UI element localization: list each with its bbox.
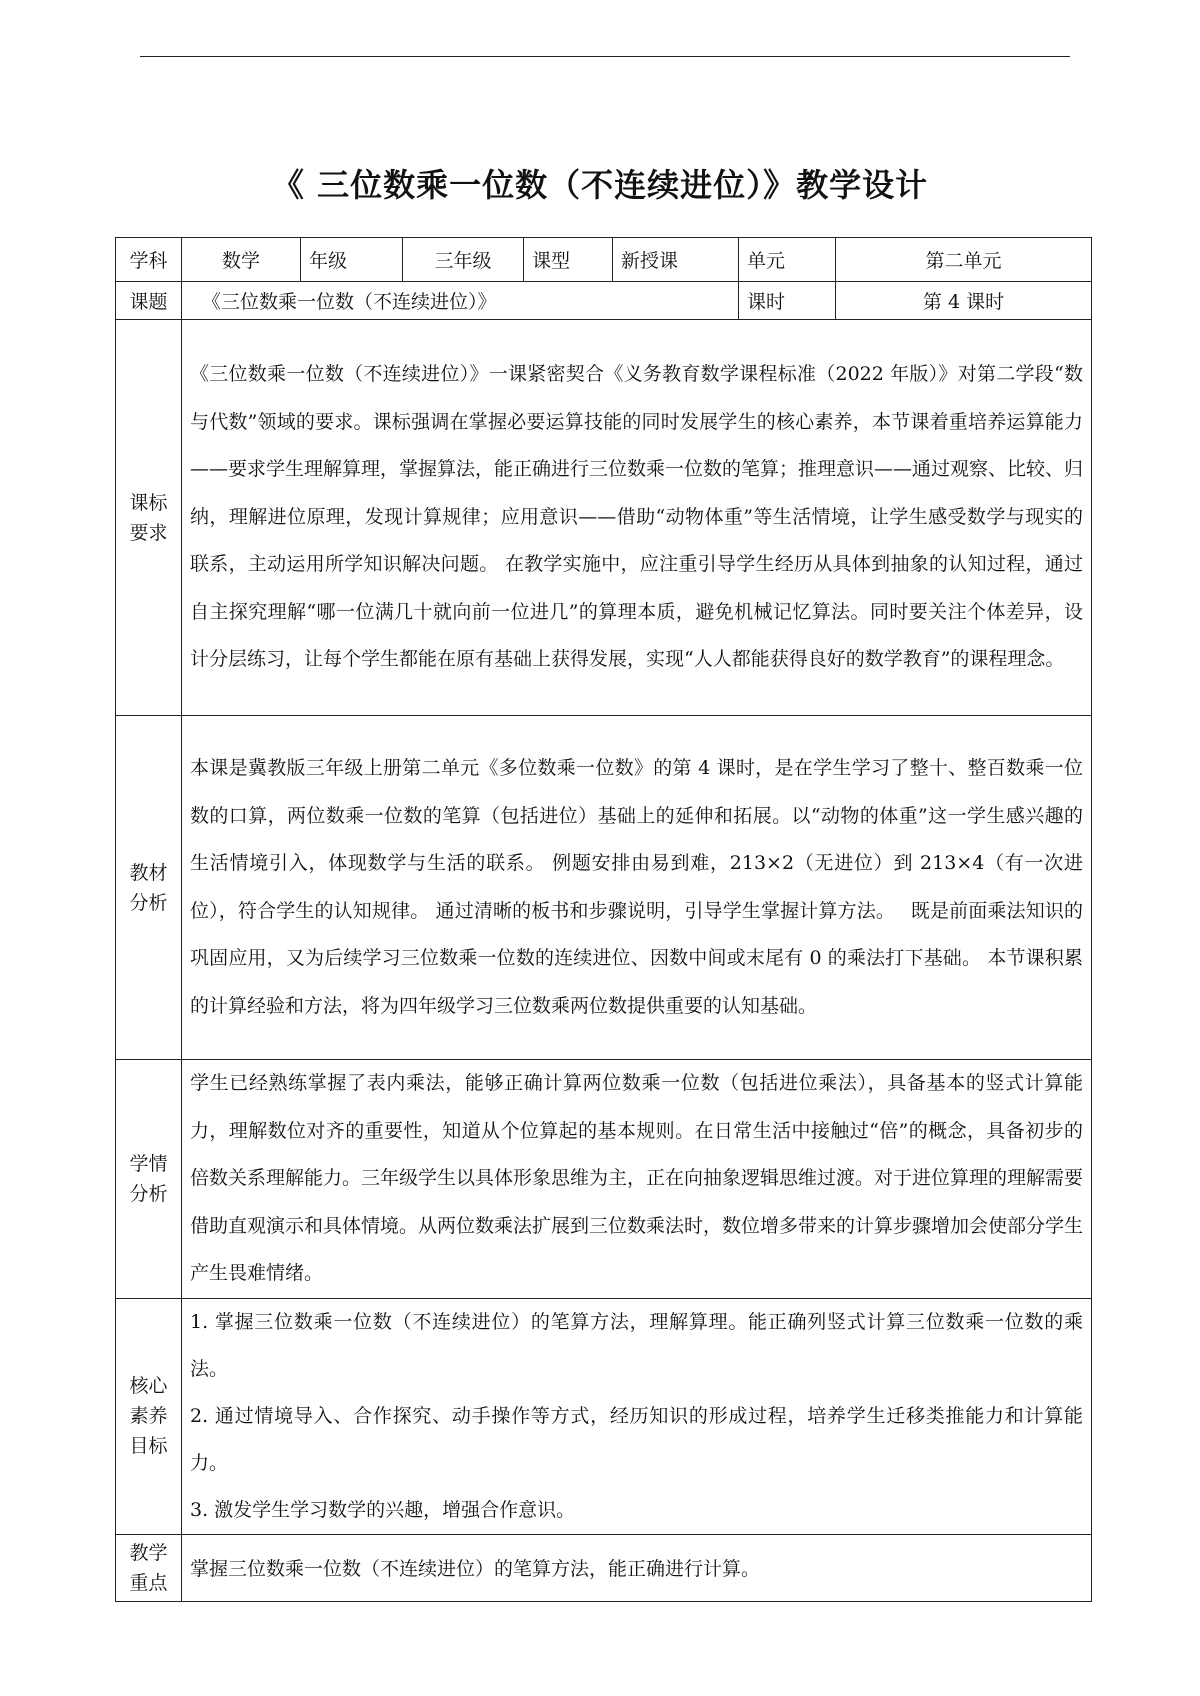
document-title: 《 三位数乘一位数（不连续进位）》教学设计 — [271, 166, 929, 204]
materials-row — [116, 716, 1092, 1060]
meta-row-1 — [116, 238, 1092, 282]
lesson-plan-table — [115, 237, 1092, 1602]
subject-label: 学科 — [116, 238, 182, 282]
unit-label: 单元 — [739, 238, 836, 282]
grade-value: 三年级 — [403, 238, 524, 282]
learners-label: 学情分析 — [129, 1152, 168, 1205]
standards-label: 课标要求 — [129, 491, 168, 544]
keypoint-label: 教学重点 — [129, 1541, 168, 1594]
keypoint-text: 掌握三位数乘一位数（不连续进位）的笔算方法，能正确进行计算。 — [182, 1534, 1092, 1601]
unit-value: 第二单元 — [836, 238, 1092, 282]
type-value: 新授课 — [613, 238, 739, 282]
learners-text: 学生已经熟练掌握了表内乘法，能够正确计算两位数乘一位数（包括进位乘法），具备基本的竖式计算能力，理解数位对齐的重要性，知道从个位算起的基本规则。在日常生活中接触过“倍”的概念，具备初步的倍数关系理解能力。三年级学生以具体形象思维为主，正在向抽象逻辑思维过渡。对于进位算理的理解需要借助直观演示和具体情境。从两位数乘法扩展到三位数乘法时，数位增多带来的计算步骤增加会使部分学生产生畏难情绪。 — [182, 1060, 1092, 1299]
standards-text: 《三位数乘一位数（不连续进位）》一课紧密契合《义务教育数学课程标准（2022 年版）》对第二学段“数与代数”领域的要求。课标强调在掌握必要运算技能的同时发展学生的核心素养，本节课着重培养运算能力——要求学生理解算理，掌握算法，能正确进行三位数乘一位数的笔算；推理意识——通过观察、比较、归纳，理解进位原理，发现计算规律；应用意识——借助“动物体重”等生活情境，让学生感受数学与现实的联系，主动运用所学知识解决问题。 在教学实施中，应注重引导学生经历从具体到抽象的认知过程，通过自主探究理解“哪一位满几十就向前一位进几”的算理本质，避免机械记忆算法。同时要关注个体差异，设计分层练习，让每个学生都能在原有基础上获得发展，实现“人人都能获得良好的数学教育”的课程理念。 — [182, 320, 1092, 716]
goals-label: 核心素养目标 — [129, 1375, 168, 1457]
type-label: 课型 — [524, 238, 613, 282]
goal-item: 2. 通过情境导入、合作探究、动手操作等方式，经历知识的形成过程，培养学生迁移类推能力和计算能力。 — [190, 1404, 1083, 1474]
goal-item: 3. 激发学生学习数学的兴趣，增强合作意识。 — [190, 1498, 576, 1521]
goals-label-cell — [116, 1298, 182, 1534]
goal-item: 1. 掌握三位数乘一位数（不连续进位）的笔算方法，理解算理。能正确列竖式计算三位数乘一位数的乘法。 — [190, 1310, 1083, 1380]
keypoint-row — [116, 1534, 1092, 1601]
meta-row-2 — [116, 282, 1092, 320]
goals-list — [182, 1298, 1092, 1534]
standards-label-cell — [116, 320, 182, 716]
grade-label: 年级 — [301, 238, 403, 282]
topic-value: 《三位数乘一位数（不连续进位）》 — [182, 282, 739, 320]
keypoint-label-cell — [116, 1534, 182, 1601]
subject-value: 数学 — [182, 238, 301, 282]
materials-label-cell — [116, 716, 182, 1060]
learners-label-cell — [116, 1060, 182, 1299]
materials-label: 教材分析 — [129, 861, 168, 914]
period-value: 第 4 课时 — [836, 282, 1092, 320]
standards-row — [116, 320, 1092, 716]
goals-row — [116, 1298, 1092, 1534]
header-rule — [140, 56, 1070, 57]
period-label: 课时 — [739, 282, 836, 320]
materials-text: 本课是冀教版三年级上册第二单元《多位数乘一位数》的第 4 课时，是在学生学习了整十、整百数乘一位数的口算，两位数乘一位数的笔算（包括进位）基础上的延伸和拓展。以“动物的体重”这一学生感兴趣的生活情境引入，体现数学与生活的联系。 例题安排由易到难，213×2（无进位）到 213×4（有一次进位），符合学生的认知规律。 通过清晰的板书和步骤说明，引导学生掌握计算方法。 既是前面乘法知识的巩固应用，又为后续学习三位数乘一位数的连续进位、因数中间或末尾有 0 的乘法打下基础。 本节课积累的计算经验和方法，将为四年级学习三位数乘两位数提供重要的认知基础。 — [182, 716, 1092, 1060]
learners-row — [116, 1060, 1092, 1299]
topic-label: 课题 — [116, 282, 182, 320]
